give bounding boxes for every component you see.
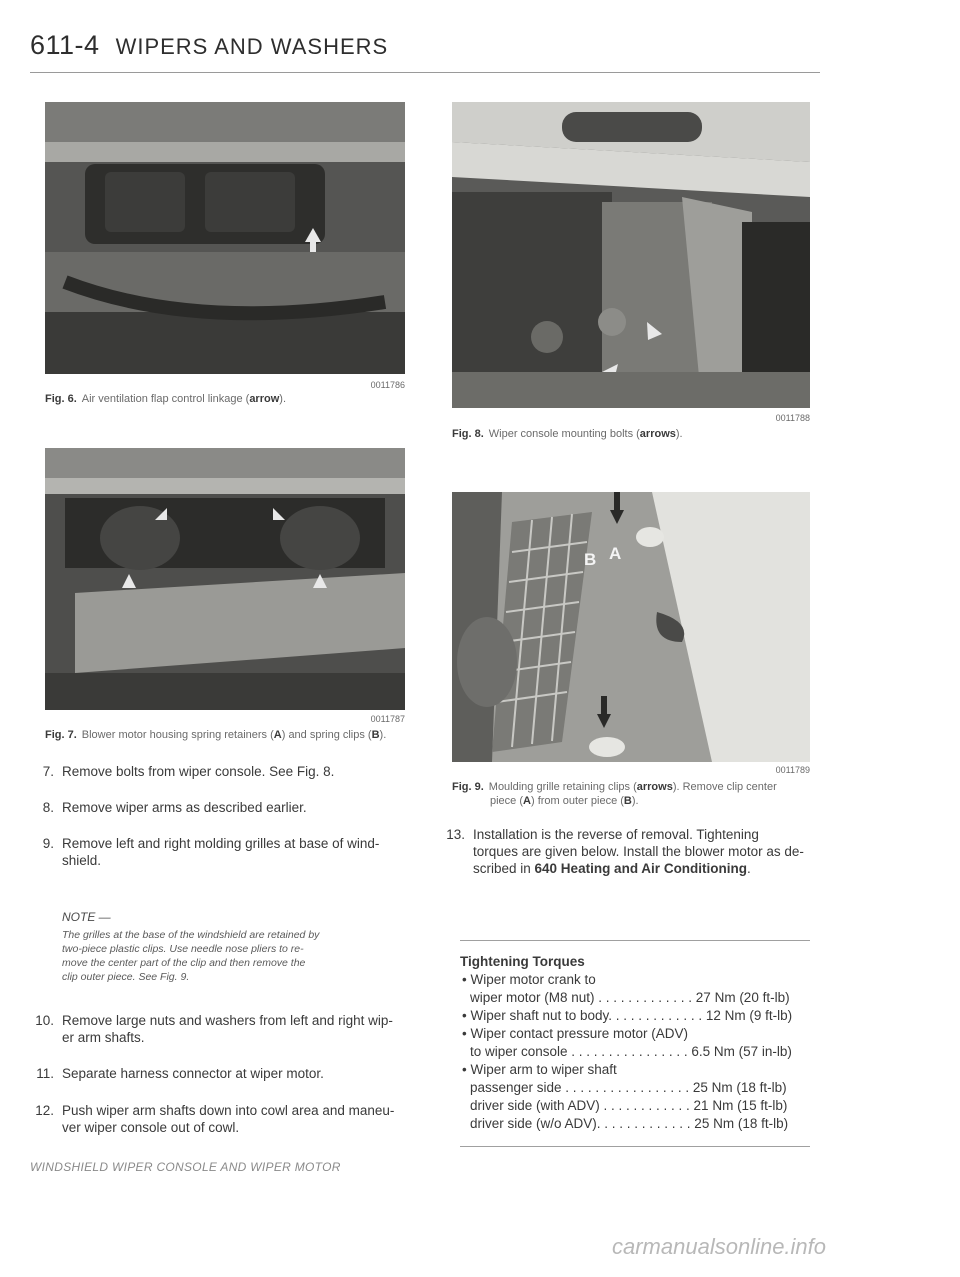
- fig6-photo: [45, 102, 405, 374]
- step-10: 10. Remove large nuts and washers from left and right wip- er arm shafts.: [35, 1013, 393, 1045]
- fig9-photo-id: 0011789: [775, 765, 810, 775]
- fig9-caption: Fig. 9. Moulding grille retaining clips (arrows). Remove clip center piece (A) from outer piece (B).: [452, 781, 777, 807]
- fig8-photo: [452, 102, 810, 408]
- fig6-photo-id: 0011786: [370, 380, 405, 390]
- fig7-photo: [45, 448, 405, 710]
- section-footer: WINDSHIELD WIPER CONSOLE AND WIPER MOTOR: [30, 1160, 341, 1174]
- note-body: The grilles at the base of the windshield are retained by two-piece plastic clips. Use needle nose pliers to re- move the center part of the clip and then remove the clip outer piece. See Fig. 9.: [62, 929, 320, 983]
- torque-title: Tightening Torques: [460, 954, 585, 969]
- fig8-caption: Fig. 8. Wiper console mounting bolts (arrows).: [452, 428, 683, 440]
- step-11: 11. Separate harness connector at wiper motor.: [36, 1066, 324, 1081]
- torque-list: • Wiper motor crank to wiper motor (M8 nut) . . . . . . . . . . . . . 27 Nm (20 ft-lb) • Wiper shaft nut to body. . . . . . . . . . . . . 12 Nm (9 ft-lb) • Wiper contact pressure motor (ADV) to wiper console . . . . . . . . . . . . . . . . 6.5 Nm (57 in-lb) • Wiper arm to wiper shaft passenger side . . . . . . . . . . . . . . . . . 25 Nm (18 ft-lb) driver side (with ADV) . . . . . . . . . . . . 21 Nm (15 ft-lb) driver side (w/o ADV). . . . . . . . . . . . . 25 Nm (18 ft-lb): [462, 972, 793, 1131]
- fig6-caption: Fig. 6. Air ventilation flap control linkage (arrow).: [45, 393, 287, 405]
- fig6-label: Fig. 6.: [45, 393, 77, 405]
- watermark: carmanualsonline.info: [612, 1234, 827, 1259]
- fig8-photo-id: 0011788: [775, 413, 810, 423]
- fig9-photo: [452, 492, 810, 762]
- header-rule: [30, 72, 820, 73]
- page-header: [30, 30, 388, 61]
- chapter-title: WIPERS AND WASHERS: [115, 34, 389, 59]
- fig9-marker-a: A: [609, 544, 622, 563]
- step-8: 8. Remove wiper arms as described earlier.: [42, 800, 307, 815]
- step-9: 9. Remove left and right molding grilles at base of wind- shield.: [42, 836, 380, 868]
- torque-top-rule: [460, 940, 810, 941]
- fig7-label: Fig. 7.: [45, 729, 77, 741]
- fig9-marker-b: B: [584, 550, 597, 569]
- fig8-label: Fig. 8.: [452, 428, 484, 440]
- note-heading: NOTE —: [62, 910, 111, 924]
- fig7-caption: Fig. 7. Blower motor housing spring retainers (A) and spring clips (B).: [45, 729, 387, 741]
- step-13: 13. Installation is the reverse of removal. Tightening torques are given below. Install the blower motor as de- scribed in 640 Heating and Air Conditioning.: [446, 827, 804, 876]
- page-number: 611-4: [30, 30, 100, 60]
- fig9-label: Fig. 9.: [452, 781, 484, 793]
- fig7-photo-id: 0011787: [370, 714, 405, 724]
- step-7: 7. Remove bolts from wiper console. See Fig. 8.: [42, 764, 335, 779]
- torque-bottom-rule: [460, 1146, 810, 1147]
- step-12: 12. Push wiper arm shafts down into cowl area and maneu- ver wiper console out of cowl.: [35, 1103, 395, 1135]
